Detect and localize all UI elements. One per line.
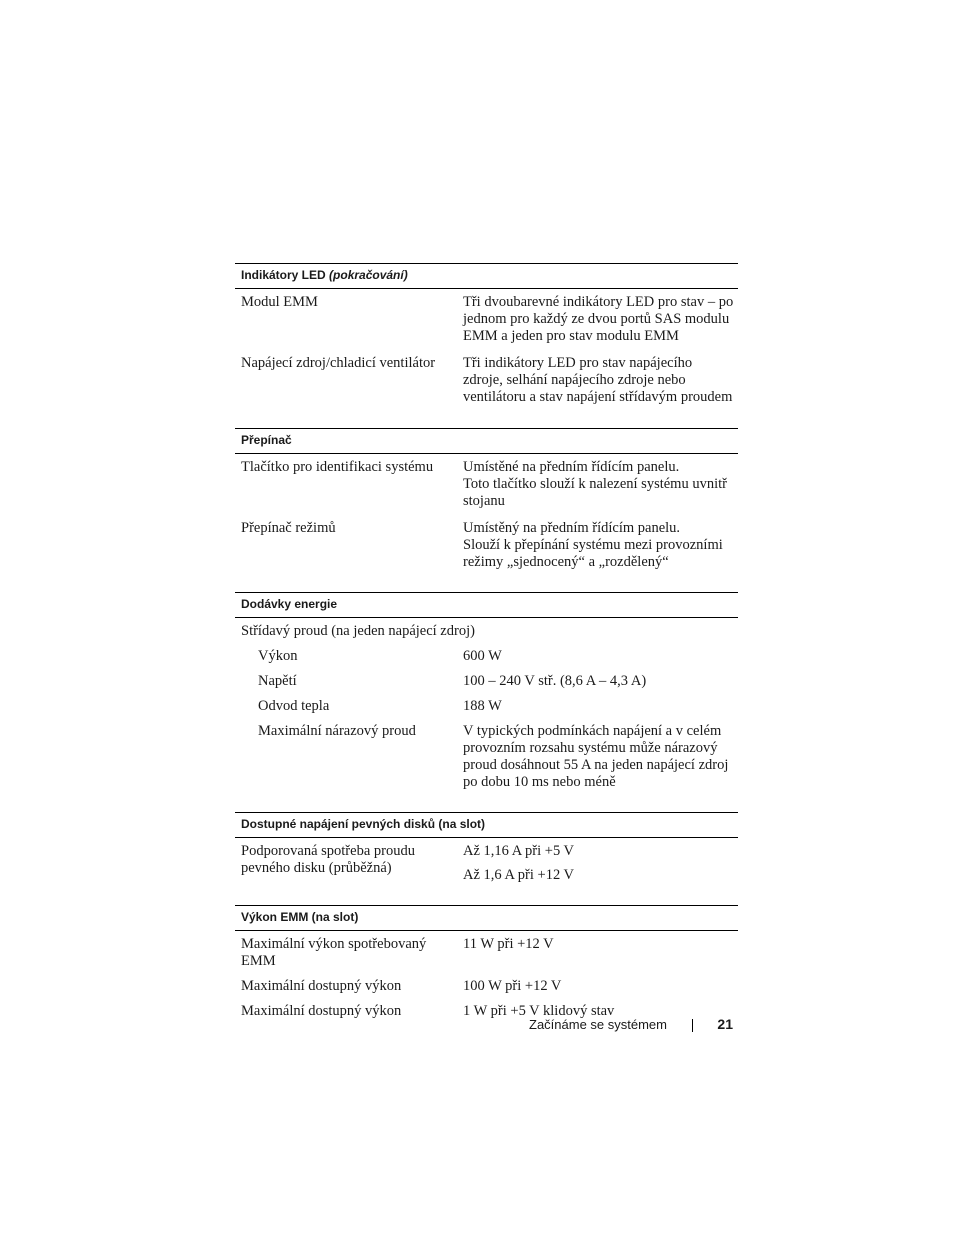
spec-value-line: 188 W xyxy=(463,698,502,714)
footer-title: Začínáme se systémem xyxy=(529,1017,667,1032)
spec-value xyxy=(463,294,738,345)
spec-value-line: Umístěný na předním řídícím panelu. xyxy=(463,520,681,536)
spec-value-line: Až 1,6 A při +12 V xyxy=(463,867,575,883)
spec-label: Napájecí zdroj/chladicí ventilátor xyxy=(241,355,436,371)
spec-value-line: 600 W xyxy=(463,648,502,664)
section-heading xyxy=(235,593,738,618)
footer-divider xyxy=(692,1019,693,1032)
section-title-suffix: (pokračování) xyxy=(329,268,408,282)
section-disk-power xyxy=(235,812,738,905)
spec-label: Tlačítko pro identifikaci systému xyxy=(241,459,434,475)
spec-value-line: Toto tlačítko slouží k nalezení systému uvnitř stojanu xyxy=(463,476,727,509)
section-heading xyxy=(235,429,738,454)
spec-label: Maximální dostupný výkon xyxy=(241,1003,402,1019)
section-title: Indikátory LED xyxy=(241,268,326,282)
section-heading xyxy=(235,264,738,289)
spec-value xyxy=(463,673,738,690)
spec-label: Přepínač režimů xyxy=(241,520,336,536)
spec-value xyxy=(463,459,738,510)
spec-row xyxy=(235,934,738,976)
spec-value xyxy=(463,648,738,665)
spec-value-line: Umístěné na předním řídícím panelu. xyxy=(463,459,680,475)
spec-label: Podporovaná spotřeba proudu pevného disku (průběžná) xyxy=(241,843,415,876)
spec-value xyxy=(463,520,738,571)
section-title: Přepínač xyxy=(241,433,292,447)
spec-row xyxy=(235,518,738,577)
spec-value xyxy=(463,355,738,406)
spec-value-line: Tři indikátory LED pro stav napájecího zdroje, selhání napájecího zdroje nebo ventilátoru a stav napájení střídavým proudem xyxy=(463,355,733,405)
section-title: Dodávky energie xyxy=(241,597,338,611)
spec-value-line: 1 W při +5 V klidový stav xyxy=(463,1003,615,1019)
section-heading xyxy=(235,906,738,931)
spec-value xyxy=(463,978,738,995)
spec-value-line: Až 1,16 A při +5 V xyxy=(463,843,575,859)
section-heading xyxy=(235,813,738,838)
section-body xyxy=(235,618,738,812)
spec-label: Výkon xyxy=(258,648,298,664)
spec-row xyxy=(235,976,738,1001)
spec-value-line: V typických podmínkách napájení a v celém provozním rozsahu systému může nárazový proud dosáhnout 55 A na jeden napájecí zdroj po dobu 10 ms nebo méně xyxy=(463,723,729,790)
spec-row xyxy=(235,457,738,518)
spec-value-line: Tři dvoubarevné indikátory LED pro stav – po jednom pro každý ze dvou portů SAS modulu EMM a jeden pro stav modulu EMM xyxy=(463,294,734,344)
spec-value xyxy=(463,698,738,715)
page-footer xyxy=(235,1015,738,1035)
spec-value-line: 100 W při +12 V xyxy=(463,978,562,994)
section-led-indicators xyxy=(235,263,738,428)
section-body xyxy=(235,931,738,1026)
page-number: 21 xyxy=(717,1016,733,1032)
spec-row xyxy=(235,721,738,797)
spec-label: Maximální dostupný výkon xyxy=(241,978,402,994)
spec-label: Maximální nárazový proud xyxy=(258,723,416,739)
spec-label: Maximální výkon spotřebovaný EMM xyxy=(241,936,427,969)
spec-group-label: Střídavý proud (na jeden napájecí zdroj) xyxy=(241,623,475,639)
spec-row xyxy=(235,292,738,353)
spec-row xyxy=(235,671,738,696)
spec-value-line: 11 W při +12 V xyxy=(463,936,554,952)
section-title: Dostupné napájení pevných disků (na slot) xyxy=(241,817,486,831)
section-title: Výkon EMM (na slot) xyxy=(241,910,359,924)
section-power-supplies xyxy=(235,592,738,812)
spec-value xyxy=(463,936,738,970)
spec-label: Modul EMM xyxy=(241,294,318,310)
spec-table xyxy=(235,263,738,1026)
section-body xyxy=(235,838,738,905)
section-emm-power xyxy=(235,905,738,1026)
spec-value xyxy=(463,843,738,884)
spec-value xyxy=(463,723,738,791)
section-switches xyxy=(235,428,738,592)
spec-label: Napětí xyxy=(258,673,297,689)
spec-row xyxy=(235,841,738,890)
spec-row xyxy=(235,696,738,721)
spec-label: Odvod tepla xyxy=(258,698,330,714)
spec-row xyxy=(235,621,738,646)
spec-value-line: Slouží k přepínání systému mezi provozními režimy „sjednocený“ a „rozdělený“ xyxy=(463,537,723,570)
spec-value-line: 100 – 240 V stř. (8,6 A – 4,3 A) xyxy=(463,673,647,689)
section-body xyxy=(235,289,738,428)
section-body xyxy=(235,454,738,592)
spec-row xyxy=(235,646,738,671)
spec-row xyxy=(235,353,738,412)
